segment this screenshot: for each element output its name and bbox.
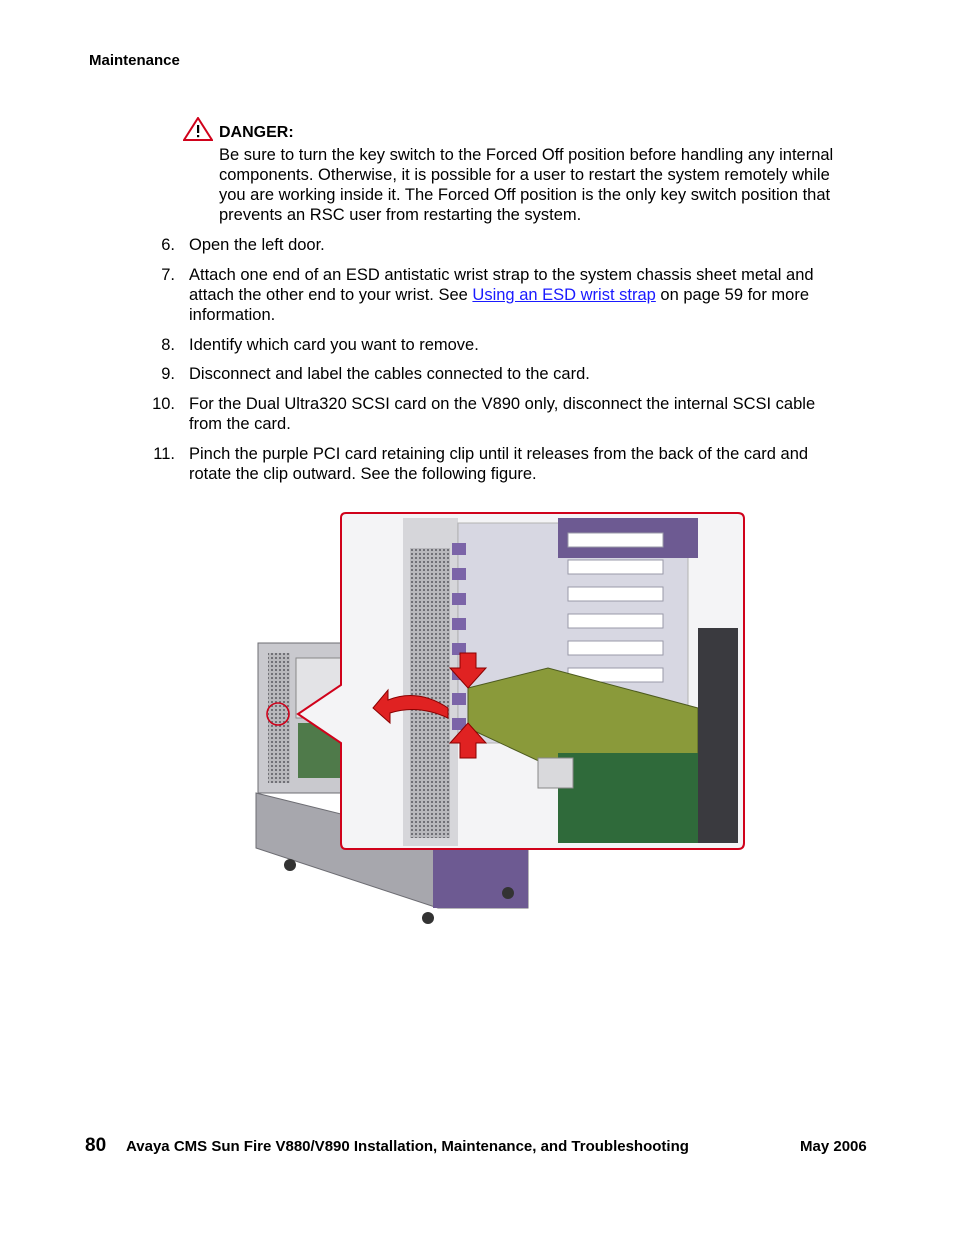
step-text-before-link: Attach one end of an ESD antistatic wrist strap to the system chassis sheet metal and attach the other end to your wrist. See <box>189 266 814 304</box>
document-title: Avaya CMS Sun Fire V880/V890 Installation, Maintenance, and Troubleshooting <box>126 1138 689 1155</box>
step-text: Disconnect and label the cables connected to the card. <box>189 365 590 383</box>
page-number: 80 <box>85 1135 107 1156</box>
step-number: 9. <box>161 365 175 383</box>
step-number: 8. <box>161 336 175 354</box>
step-number: 6. <box>161 236 175 254</box>
step-number: 11. <box>153 445 175 463</box>
step-text-after-link: on page 59 for more information. <box>189 286 810 324</box>
danger-label: DANGER: <box>219 124 294 141</box>
running-header: Maintenance <box>89 52 180 69</box>
pci-card-clip-figure <box>238 508 764 928</box>
esd-wrist-strap-link[interactable]: Using an ESD wrist strap <box>472 286 656 304</box>
danger-text: Be sure to turn the key switch to the Forced Off position before handling any internal components. Otherwise, it is possible for a user to restart the system remotely while you are working inside it. The Forced Off position is the only key switch position that prevents an RSC user from restarting the system. <box>219 146 834 224</box>
step-number: 10. <box>152 395 175 413</box>
step-text <box>189 265 849 325</box>
warning-triangle-icon <box>183 117 213 141</box>
step-text: Pinch the purple PCI card retaining clip until it releases from the back of the card and rotate the clip outward. See the following figure. <box>189 445 809 483</box>
publication-date: May 2006 <box>800 1138 867 1155</box>
step-text: Open the left door. <box>189 236 325 254</box>
step-text: For the Dual Ultra320 SCSI card on the V890 only, disconnect the internal SCSI cable from the card. <box>189 395 816 433</box>
step-number: 7. <box>161 266 175 284</box>
step-text: Identify which card you want to remove. <box>189 336 479 354</box>
